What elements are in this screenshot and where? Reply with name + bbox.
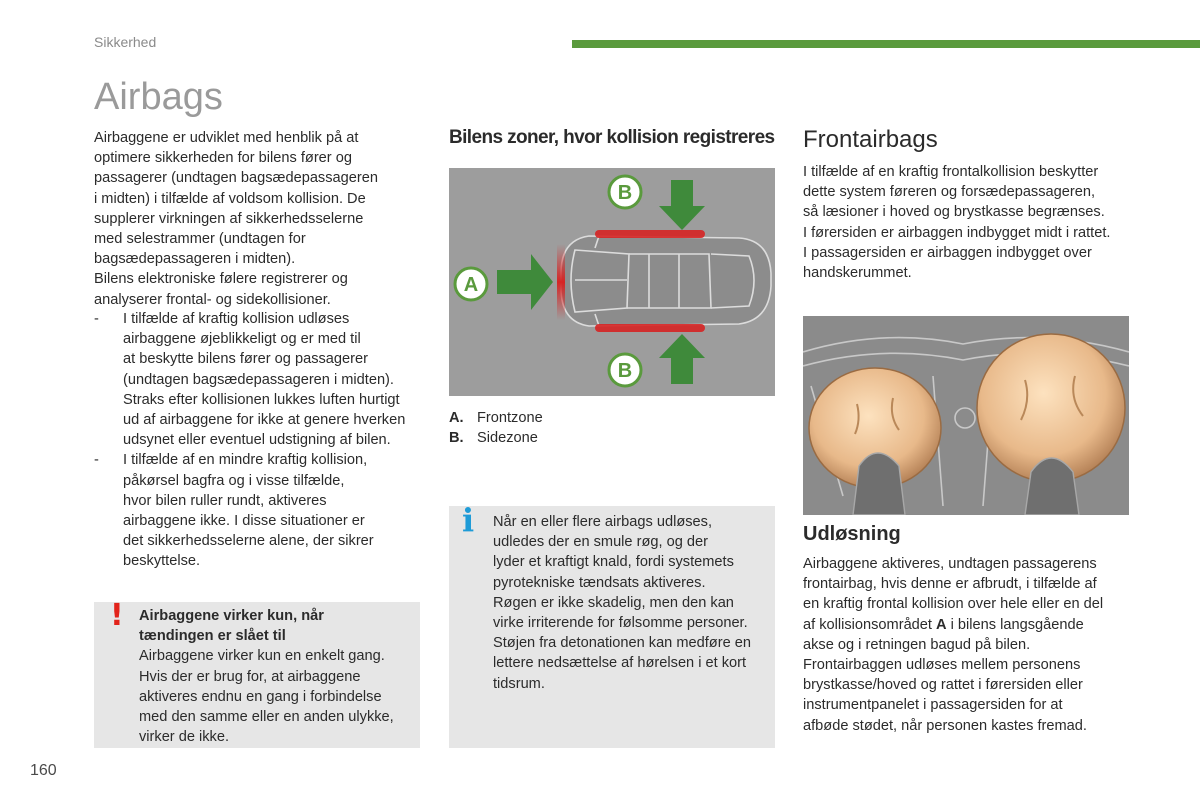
zone-label-a	[455, 268, 487, 300]
front-line: handskerummet.	[803, 265, 912, 282]
intro-line: passagerer (undtagen bagsædepassageren	[94, 170, 378, 187]
release-text-part: i bilens langsgående	[946, 616, 1084, 633]
bullet-line: ud af airbaggene for ikke at genere hverken	[123, 412, 406, 429]
info-icon: i	[462, 501, 475, 539]
bullet-line: (undtagen bagsædepassageren i midten).	[123, 371, 394, 388]
bullet-line: Straks efter kollisionen lukkes luften hurtigt	[123, 391, 400, 408]
info-line: lyder et kraftigt knald, fordi systemets	[493, 554, 734, 571]
bullet-line: hvor bilen ruller rundt, aktiveres	[123, 492, 327, 509]
intro-line: optimere sikkerheden for bilens fører og	[94, 150, 352, 167]
release-line: en kraftig frontal kollision over hele eller en del	[803, 596, 1104, 613]
deployed-airbags-illustration	[803, 316, 1129, 515]
bullet-line: I tilfælde af kraftig kollision udløses	[123, 311, 350, 327]
intro-line: med selestrammer (undtagen for	[94, 231, 306, 248]
intro-line: analyserer frontal- og sidekollisioner.	[94, 291, 331, 308]
bullet-line: det sikkerhedsselerne alene, der sikrer	[123, 533, 374, 550]
car-outline	[561, 236, 771, 326]
bullet-line: airbaggene ikke. I disse situationer er	[123, 513, 365, 530]
legend-key: A.	[449, 410, 464, 426]
bullet-dash: -	[94, 452, 99, 469]
info-line: udledes der en smule røg, og der	[493, 534, 708, 551]
release-line: brystkasse/hoved og rattet i førersiden eller	[803, 677, 1083, 694]
frontairbags-paragraph	[803, 162, 1133, 283]
bullet-item	[94, 309, 424, 450]
warning-line: aktiveres endnu en gang i forbindelse	[139, 688, 382, 705]
warning-heading-line: Airbaggene virker kun, når	[139, 608, 324, 624]
intro-line: supplerer virkningen af sikkerhedsselerne	[94, 210, 364, 227]
intro-paragraph	[94, 128, 414, 310]
release-line: frontairbag, hvis denne er afbrudt, i tilfælde af	[803, 576, 1097, 593]
bullet-line: I tilfælde af en mindre kraftig kollision,	[123, 452, 368, 469]
front-line: så læsioner i hoved og brystkasse begrænses.	[803, 204, 1105, 221]
intro-line: Bilens elektroniske følere registrerer og	[94, 271, 348, 288]
bullet-dash: -	[94, 311, 99, 327]
frontairbags-heading: Frontairbags	[803, 126, 938, 153]
legend-item	[449, 408, 769, 428]
warning-text	[139, 606, 414, 747]
release-line: Frontairbaggen udløses mellem personens	[803, 657, 1081, 674]
car-top-view-illustration	[449, 168, 775, 396]
legend-label: Sidezone	[477, 430, 538, 447]
zones-heading: Bilens zoner, hvor kollision registreres	[449, 127, 775, 148]
intro-line: bagsædepassageren i midten).	[94, 251, 296, 268]
bullet-line: airbaggene øjeblikkeligt og er med til	[123, 331, 361, 348]
warning-line: Airbaggene virker kun en enkelt gang.	[139, 648, 385, 665]
bullet-list	[94, 309, 424, 572]
info-line: Røgen er ikke skadelig, men den kan	[493, 594, 734, 611]
release-text-part: af kollisionsområdet	[803, 616, 937, 633]
zone-label-b-bottom-text: B	[617, 360, 633, 382]
warning-exclamation-icon: !	[110, 598, 124, 633]
zone-label-b-top	[609, 176, 641, 208]
legend-key: B.	[449, 430, 464, 447]
zones-legend	[449, 408, 769, 448]
info-line: pyrotekniske tændsats aktiveres.	[493, 574, 706, 591]
info-text	[493, 512, 773, 694]
zone-label-a-text: A	[463, 274, 479, 296]
front-line: I tilfælde af en kraftig frontalkollision beskytter	[803, 164, 1099, 180]
warning-box	[94, 598, 420, 748]
front-line: dette system føreren og forsædepassageren,	[803, 184, 1096, 201]
info-line: virke irriterende for følsomme personer.	[493, 615, 748, 632]
legend-item	[449, 428, 769, 448]
info-line: tidsrum.	[493, 675, 545, 692]
bullet-line: påkørsel bagfra og i visse tilfælde,	[123, 472, 345, 489]
release-line: instrumentpanelet i passagersiden for at	[803, 697, 1063, 714]
intro-line: Airbaggene er udviklet med henblik på at	[94, 130, 359, 146]
info-line: lettere nedsættelse af hørelsen i et kort	[493, 655, 747, 672]
info-line: Støjen fra detonationen kan medføre en	[493, 635, 751, 652]
release-line: akse og i retningen bagud på bilen.	[803, 636, 1031, 653]
warning-line: virker de ikke.	[139, 729, 230, 746]
warning-line: Hvis der er brug for, at airbaggene	[139, 668, 361, 685]
front-line: I passagersiden er airbaggen indbygget over	[803, 244, 1092, 261]
udloesning-heading: Udløsning	[803, 523, 901, 545]
frontairbags-figure	[803, 316, 1129, 515]
release-line: Airbaggene aktiveres, undtagen passagerens	[803, 556, 1097, 572]
bullet-item	[94, 450, 424, 571]
bullet-line: beskyttelse.	[123, 553, 201, 570]
header-accent-bar	[572, 40, 1200, 48]
zone-label-b-bottom	[609, 354, 641, 386]
zone-label-b-top-text: B	[617, 182, 633, 204]
udloesning-paragraph	[803, 554, 1133, 736]
section-label: Sikkerhed	[94, 34, 157, 50]
warning-line: med den samme eller en anden ulykke,	[139, 709, 394, 726]
page-number: 160	[30, 762, 57, 779]
release-line	[803, 615, 1133, 635]
warning-heading-line: tændingen er slået til	[139, 628, 286, 645]
front-line: I førersiden er airbaggen indbygget midt i rattet.	[803, 224, 1111, 241]
bullet-line: at beskytte bilens fører og passagerer	[123, 351, 368, 368]
collision-zones-figure	[449, 168, 775, 396]
bullet-line: udsynet eller eventuel udstigning af bilen.	[123, 432, 391, 449]
legend-label: Frontzone	[477, 410, 543, 426]
release-line: afbøde stødet, når personen kastes fremad.	[803, 717, 1087, 734]
page-title: Airbags	[94, 76, 223, 118]
intro-line: i midten) i tilfælde af voldsom kollision. De	[94, 190, 366, 207]
release-zone-key: A	[936, 616, 947, 633]
info-line: Når en eller flere airbags udløses,	[493, 514, 713, 530]
info-box	[449, 501, 775, 748]
